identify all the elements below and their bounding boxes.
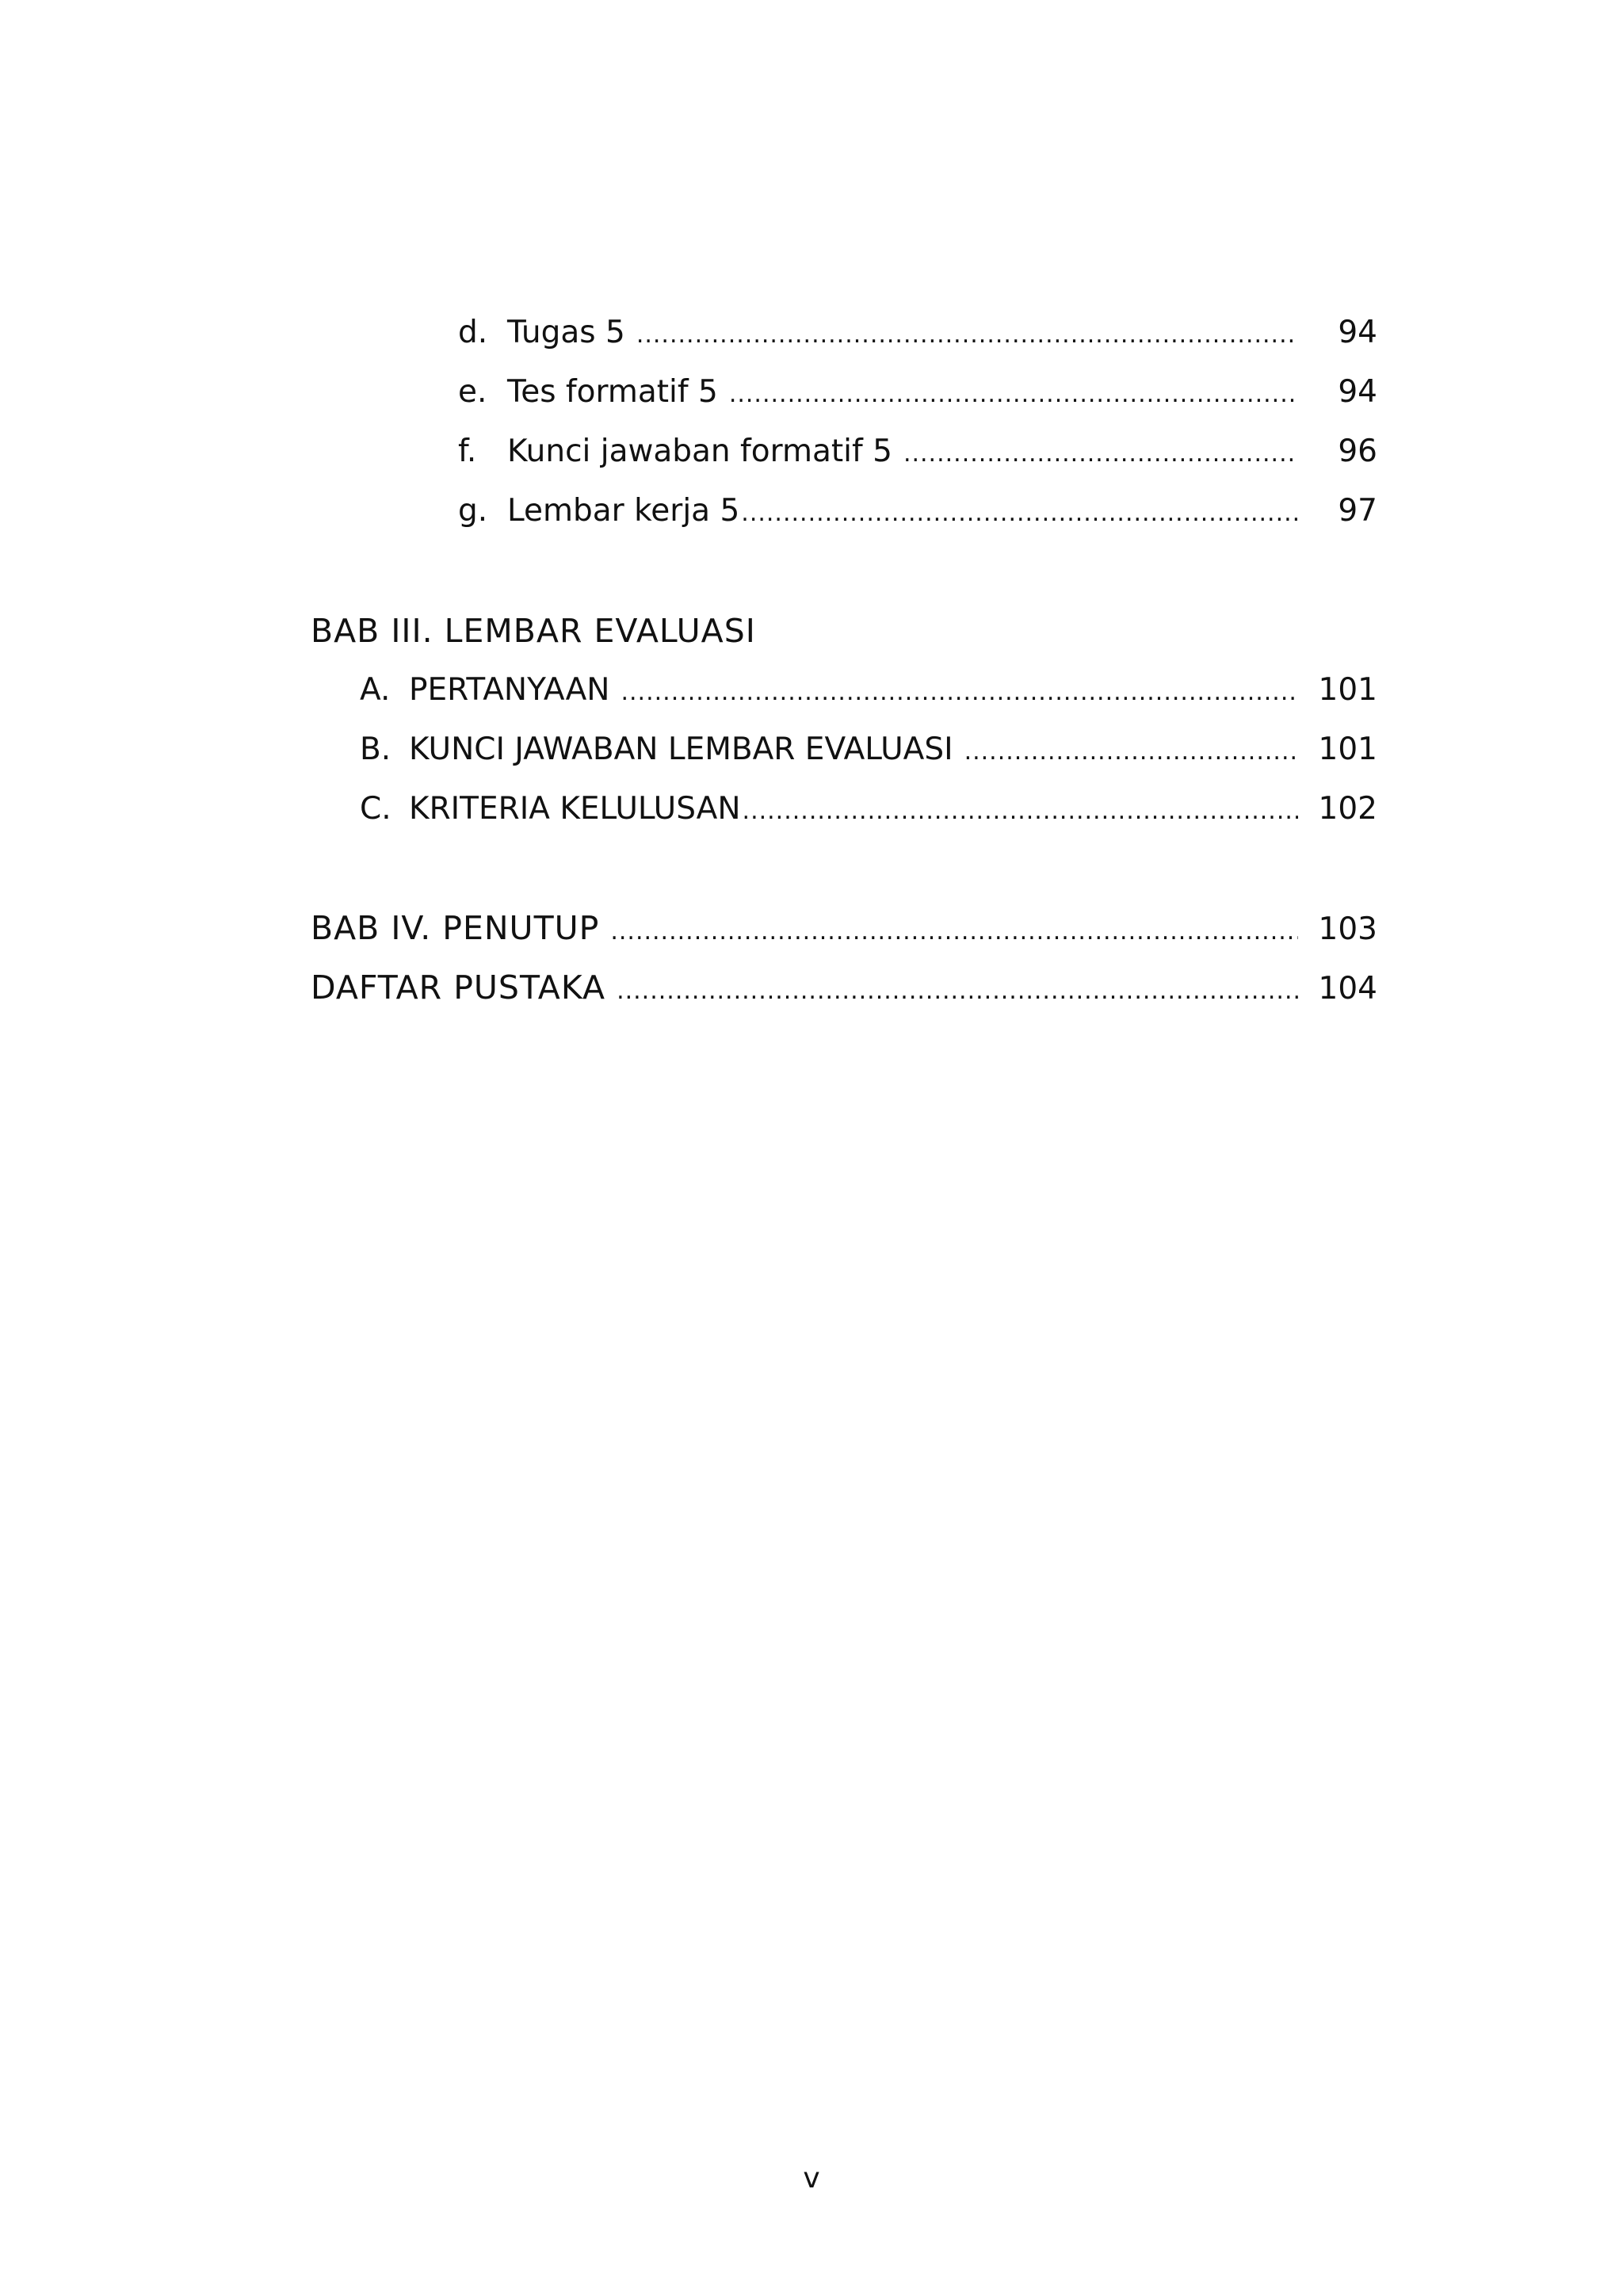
toc-entry-label: KRITERIA KELULUSAN (409, 791, 741, 827)
toc-entry-page-number: 94 (1338, 374, 1377, 410)
toc-entry-marker: B. (360, 732, 391, 767)
toc-entry-marker: d. (458, 315, 488, 350)
toc-entry-page-number: 94 (1338, 315, 1377, 350)
toc-entry-kriteria-kelulusan (360, 785, 1377, 833)
toc-entry-page-number: 101 (1318, 672, 1377, 708)
page-number-footer: v (803, 2162, 820, 2195)
toc-entry-kunci-jawaban-lembar-evaluasi (360, 726, 1377, 774)
toc-entry-page-number: 102 (1318, 791, 1377, 827)
toc-entry-daftar-pustaka (311, 964, 1377, 1011)
toc-entry-lembar-kerja-5 (458, 487, 1377, 535)
toc-entry-marker: g. (458, 493, 488, 529)
toc-entry-pertanyaan (360, 667, 1377, 714)
toc-entry-label: KUNCI JAWABAN LEMBAR EVALUASI (409, 732, 953, 767)
toc-entry-page-number: 96 (1338, 434, 1377, 469)
toc-entry-marker: C. (360, 791, 391, 827)
toc-entry-label: PERTANYAAN (409, 672, 610, 708)
toc-entry-marker: e. (458, 374, 487, 410)
toc-entry-marker: A. (360, 672, 391, 708)
toc-entry-tes-formatif-5 (458, 369, 1377, 416)
toc-entry-tugas-5 (458, 309, 1377, 357)
toc-entry-label: Kunci jawaban formatif 5 (507, 434, 892, 469)
toc-entry-label: Tugas 5 (507, 315, 625, 350)
toc-entry-page-number: 97 (1338, 493, 1377, 529)
toc-entry-page-number: 103 (1318, 911, 1377, 947)
toc-entry-label: DAFTAR PUSTAKA (311, 968, 606, 1007)
dot-leader (610, 908, 1298, 956)
toc-entry-label: Lembar kerja 5 (507, 493, 740, 529)
toc-entry-page-number: 101 (1318, 732, 1377, 767)
toc-entry-marker: f. (458, 434, 477, 469)
dot-leader (617, 968, 1298, 1015)
dot-leader (903, 430, 1298, 478)
dot-leader (621, 669, 1298, 716)
dot-leader (636, 311, 1298, 359)
dot-leader (741, 490, 1298, 537)
dot-leader (743, 788, 1298, 835)
toc-entry-page-number: 104 (1318, 971, 1377, 1007)
chapter-heading-bab-3: BAB III. LEMBAR EVALUASI (311, 612, 756, 650)
dot-leader (729, 371, 1298, 418)
dot-leader (964, 728, 1298, 776)
toc-entry-kunci-jawaban-formatif-5 (458, 428, 1377, 476)
toc-entry-label: BAB IV. PENUTUP (311, 909, 600, 947)
toc-entry-label: Tes formatif 5 (507, 374, 718, 410)
toc-entry-bab-4-penutup (311, 904, 1377, 952)
